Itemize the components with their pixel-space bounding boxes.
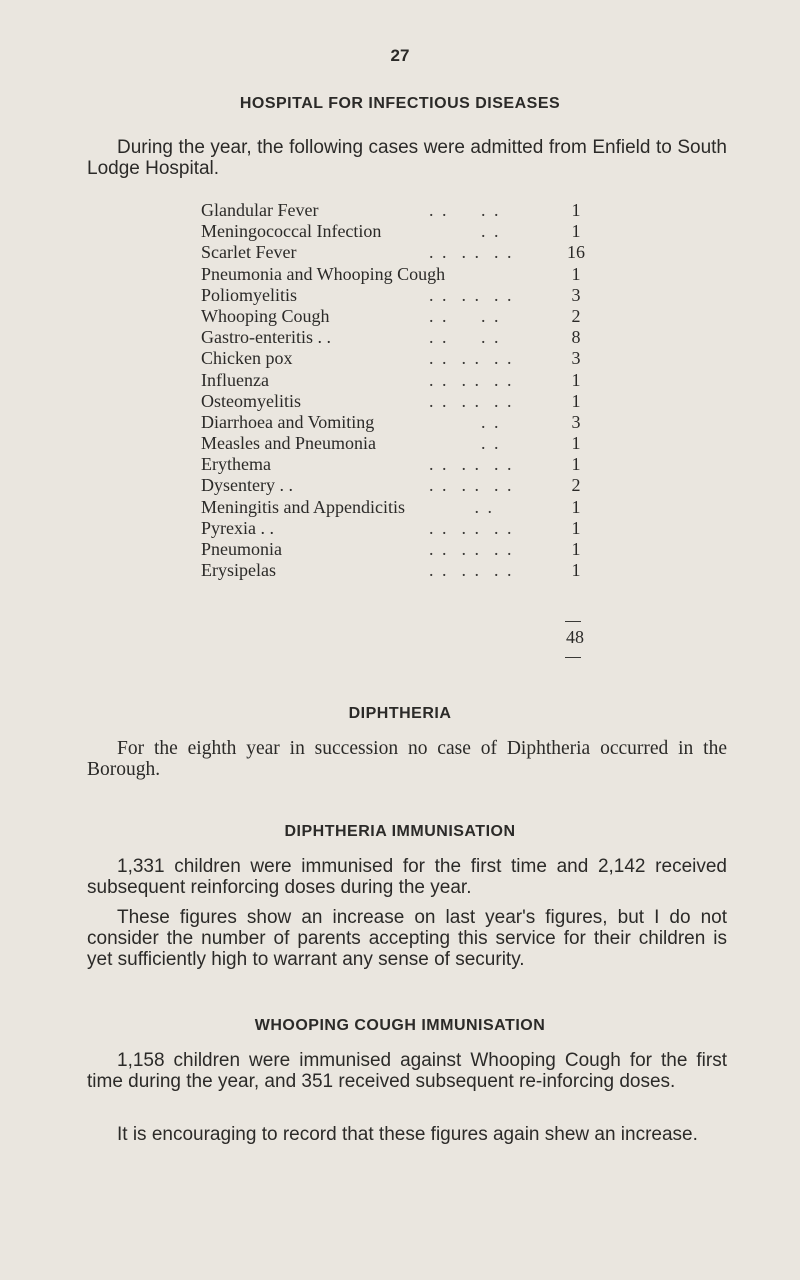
case-count: 1 — [571, 433, 581, 454]
case-leader-dots: . . . . . . — [429, 284, 514, 305]
case-name: Whooping Cough — [201, 305, 330, 326]
case-leader-dots: . . . . — [429, 200, 501, 220]
case-row — [201, 412, 601, 433]
case-row — [201, 200, 601, 221]
diphtheria-heading: DIPHTHERIA — [348, 705, 452, 722]
case-name: Meningitis and Appendicitis — [201, 496, 405, 517]
case-leader-dots: . . — [429, 433, 501, 454]
case-row — [201, 391, 601, 412]
case-leader-dots: . . — [429, 411, 501, 432]
case-name: Pyrexia . . — [201, 517, 274, 538]
case-name: Measles and Pneumonia — [201, 433, 376, 454]
case-name: Glandular Fever — [201, 200, 319, 220]
case-row — [201, 242, 601, 263]
diphtheria-text: For the eighth year in succession no case of Diphtheria occurred in the Borough. — [87, 738, 727, 780]
case-leader-dots: . . . . . . — [429, 539, 514, 559]
case-count: 1 — [571, 517, 581, 538]
case-name: Chicken pox — [201, 348, 293, 369]
case-row — [201, 221, 601, 242]
case-leader-dots: . . — [429, 496, 494, 517]
case-name: Pneumonia — [201, 539, 282, 559]
case-row — [201, 560, 601, 581]
case-leader-dots: . . . . . . — [429, 475, 514, 496]
case-name: Erysipelas — [201, 560, 276, 581]
case-row — [201, 327, 601, 348]
case-row — [201, 285, 601, 306]
case-count: 1 — [571, 369, 581, 390]
case-name: Diarrhoea and Vomiting — [201, 411, 375, 432]
whooping-cough-immunisation-para1: 1,158 children were immunised against Whooping Cough for the first time during the year, and 351 received subsequent re-inforcing doses. — [87, 1050, 727, 1092]
case-leader-dots: . . . . — [429, 305, 501, 326]
diphtheria-immunisation-para1: 1,331 children were immunised for the first time and 2,142 received subsequent reinforcing doses during the year. — [87, 856, 727, 898]
case-count: 3 — [571, 411, 581, 432]
case-count: 3 — [571, 284, 581, 305]
case-count: 1 — [571, 390, 581, 411]
case-row — [201, 454, 601, 475]
case-name: Pneumonia and Whooping Cough — [201, 263, 446, 284]
case-row — [201, 306, 601, 327]
case-name: Dysentery . . — [201, 475, 293, 496]
case-name: Erythema — [201, 454, 271, 475]
diphtheria-immunisation-para2: These figures show an increase on last year's figures, but I do not consider the number of parents accepting this service for their children is yet sufficiently high to warrant any sense of security. — [87, 907, 727, 970]
diphtheria-immunisation-heading: DIPHTHERIA IMMUNISATION — [284, 823, 516, 840]
case-name: Scarlet Fever — [201, 242, 297, 263]
case-count: 3 — [571, 348, 581, 369]
case-count: 1 — [571, 221, 581, 242]
case-count: 1 — [571, 496, 581, 517]
case-name: Gastro-enteritis . . — [201, 327, 331, 348]
whooping-cough-immunisation-heading: WHOOPING COUGH IMMUNISATION — [254, 1017, 546, 1034]
page-number: 27 — [390, 46, 410, 65]
case-leader-dots: . . . . — [429, 327, 501, 348]
case-leader-dots: . . . . . . — [429, 517, 514, 538]
case-count: 2 — [571, 305, 581, 326]
case-name: Influenza — [201, 369, 269, 390]
case-count: 8 — [571, 327, 581, 348]
case-leader-dots: . . . . . . — [429, 560, 514, 581]
case-leader-dots: . . . . . . — [429, 369, 514, 390]
case-row — [201, 539, 601, 560]
case-count: 1 — [571, 263, 581, 284]
case-count: 16 — [567, 242, 585, 263]
whooping-cough-immunisation-para2: It is encouraging to record that these figures again shew an increase. — [117, 1124, 698, 1145]
case-name: Poliomyelitis — [201, 284, 298, 305]
hospital-intro: During the year, the following cases were admitted from Enfield to South Lodge Hospital. — [87, 137, 727, 179]
case-count: 1 — [571, 454, 581, 475]
cases-table — [201, 200, 601, 581]
total-rule-bottom — [565, 657, 581, 658]
case-leader-dots: . . . . . . — [429, 454, 514, 475]
total-rule-top — [565, 621, 581, 622]
case-leader-dots: . . . . . . — [429, 242, 514, 263]
case-count: 1 — [571, 539, 581, 559]
case-row — [201, 497, 601, 518]
hospital-heading: HOSPITAL FOR INFECTIOUS DISEASES — [239, 95, 561, 112]
case-count: 1 — [571, 200, 581, 220]
case-leader-dots: . . . . . . — [429, 390, 514, 411]
cases-total: 48 — [566, 627, 584, 647]
case-leader-dots: . . — [429, 221, 501, 242]
case-name: Meningococcal Infection — [201, 221, 382, 242]
case-count: 1 — [571, 560, 581, 581]
case-name: Osteomyelitis — [201, 390, 301, 411]
case-row — [201, 264, 601, 285]
case-row — [201, 475, 601, 496]
case-row — [201, 370, 601, 391]
case-count: 2 — [571, 475, 581, 496]
case-row — [201, 433, 601, 454]
case-row — [201, 348, 601, 369]
case-row — [201, 518, 601, 539]
case-leader-dots: . . . . . . — [429, 348, 514, 369]
